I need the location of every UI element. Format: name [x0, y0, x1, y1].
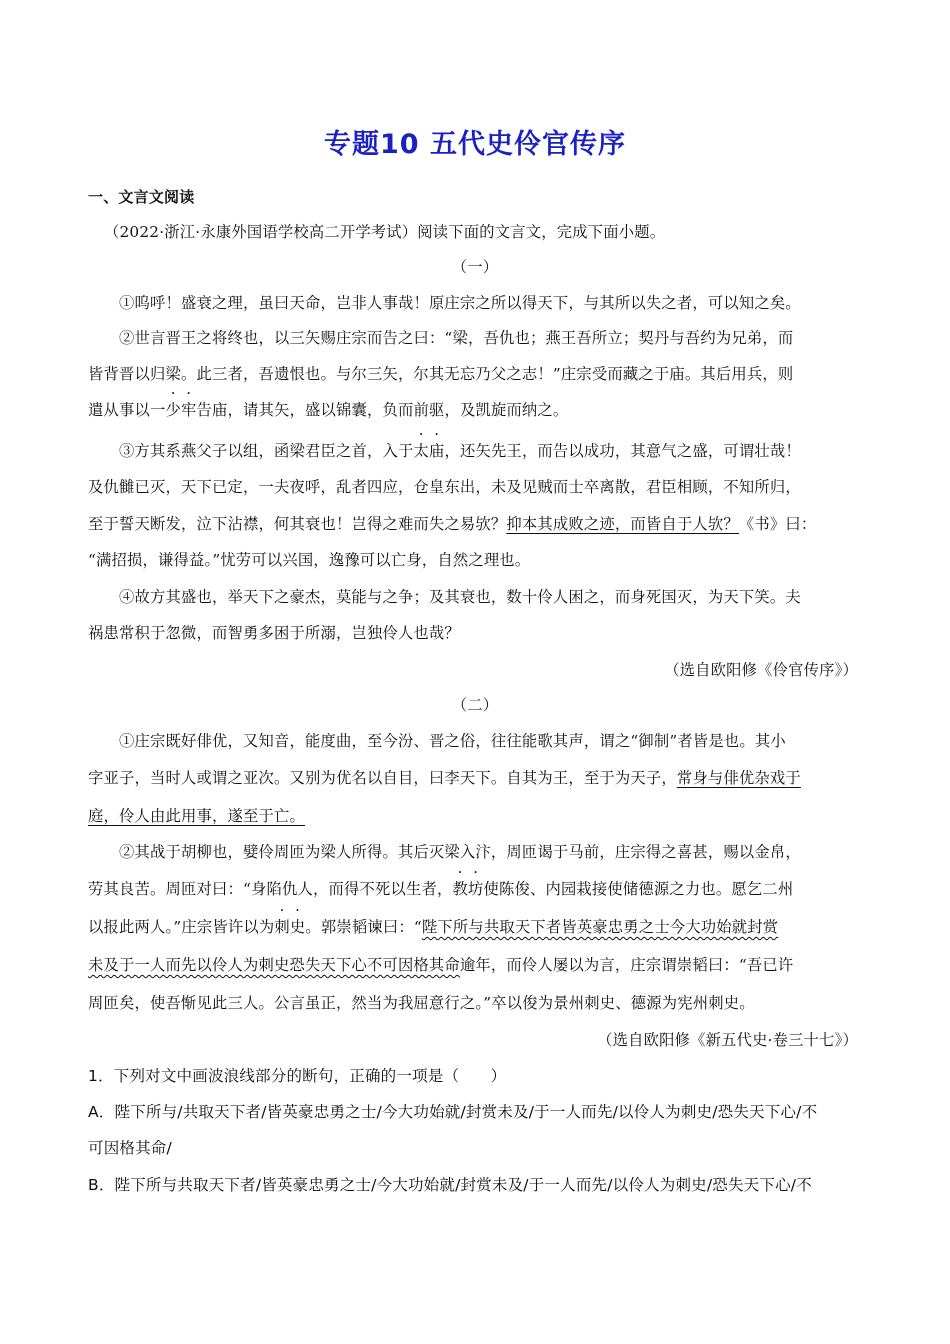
text-segment: ③方其系燕父子以组，函梁君臣之首，入于: [119, 442, 414, 460]
part1-heading: （一）: [451, 258, 499, 276]
text-segment: 遣从事以一: [88, 401, 166, 419]
question-1-stem: 1．下列对文中画波浪线部分的断句，正确的一项是（ ）: [88, 1067, 507, 1085]
dotted-char: 太: [413, 442, 429, 460]
text-segment: 字亚子，当时人或谓之亚次。又别为优名以自目，曰李天下。自其为王，至于为天子，: [88, 769, 677, 787]
part2-paragraph-1-line-2: [88, 768, 868, 788]
text-segment: 《书》曰：: [738, 515, 817, 533]
section-heading: 一、文言文阅读: [88, 188, 195, 206]
part1-paragraph-4-line-2: 祸患常积于忽微，而智勇多困于所溺，岂独伶人也哉？: [88, 624, 460, 642]
question-1-option-a: A．陛下所与/共取天下者/皆英豪忠勇之士/今大功始就/封赏未及/于一人而先/以伶人为刺史/恐失天下心/不: [88, 1103, 818, 1121]
text-segment: 使陈俊、内园栽接使储德源之力也。愿乞二州: [483, 880, 794, 898]
part2-paragraph-2-line-3: [88, 917, 868, 937]
dotted-char: 庙: [428, 442, 445, 460]
part2-paragraph-2-line-4: [88, 955, 868, 975]
text-segment: 。郭崇韬谏曰：“: [305, 918, 422, 936]
part2-paragraph-1-line-1: ①庄宗既好俳优，又知音，能度曲，至今汾、晋之俗，往往能歌其声，谓之“御制”者皆是也。其小: [119, 732, 786, 750]
question-1-option-a-cont: 可因格其命/: [88, 1139, 172, 1157]
dotted-char: 坊: [467, 880, 484, 898]
text-segment: 以报此两人。”庄宗皆许以为: [88, 918, 275, 936]
dotted-char: 史: [289, 918, 306, 936]
part2-paragraph-2-line-5: 周匝矣，使吾惭见此三人。公言虽正，然当为我屈意行之。”卒以俊为景州刺史、德源为宪州刺史。: [88, 994, 755, 1012]
part1-paragraph-2-line-3: [88, 400, 868, 420]
underlined-sentence: 庭，伶人由此用事，遂至于亡。: [88, 807, 305, 825]
text-segment: ，还矢先王，而告以成功，其意气之盛，可谓壮哉！: [444, 442, 801, 460]
text-segment: 至于誓天断发，泣下沾襟，何其衰也！岂得之难而失之易欤？: [88, 515, 507, 533]
part2-paragraph-1-line-3: [88, 806, 868, 826]
dotted-char: 少: [165, 401, 181, 419]
text-segment: 告庙，请其矢，盛以锦囊，负而前驱，及凯旋而纳之。: [196, 401, 569, 419]
part1-paragraph-3-line-3: [88, 514, 868, 534]
dotted-char: 牢: [181, 401, 197, 419]
source-intro: （2022·浙江·永康外国语学校高二开学考试）阅读下面的文言文，完成下面小题。: [104, 223, 666, 241]
wavy-underlined-passage: 陛下所与共取天下者皆英豪忠勇之士今大功始就封赏: [421, 918, 779, 936]
part2-source: （选自欧阳修《新五代史·卷三十七》）: [597, 1031, 858, 1049]
part1-paragraph-2-line-2: 皆背晋以归梁。此三者，吾遗恨也。与尔三矢，尔其无忘乃父之志！”庄宗受而藏之于庙。其后用兵，则: [88, 365, 794, 383]
dotted-char: 教: [452, 880, 468, 898]
text-segment: 劳其良苦。周匝对曰：“身陷仇人，而得不死以生者，: [88, 880, 453, 898]
part2-paragraph-2-line-1: ②其战于胡柳也，嬖伶周匝为梁人所得。其后灭梁入汴，周匝谒于马前，庄宗得之喜甚，赐以金帛，: [119, 843, 801, 861]
part2-heading: （二）: [451, 696, 499, 714]
part1-paragraph-3-line-4: “满招损，谦得益。”忧劳可以兴国，逸豫可以亡身，自然之理也。: [88, 551, 531, 569]
part1-paragraph-4-line-1: ④故方其盛也，举天下之豪杰，莫能与之争；及其衰也，数十伶人困之，而身死国灭，为天下笑。夫: [119, 588, 801, 606]
text-segment: 逾年，而伶人屡以为言，庄宗谓崇韬曰：“吾已许: [459, 956, 794, 974]
question-1-option-b: B．陛下所与共取天下者/皆英豪忠勇之士/今大功始就/封赏未及/于一人而先/以伶人为刺史/恐失天下心/不: [88, 1176, 812, 1194]
dotted-char: 刺: [274, 918, 290, 936]
part2-paragraph-2-line-2: [88, 879, 868, 899]
part1-source: （选自欧阳修《伶官传序》）: [664, 661, 858, 679]
part1-paragraph-3-line-2: 及仇雠已灭，天下已定，一夫夜呼，乱者四应，仓皇东出，未及见贼而士卒离散，君臣相顾，不知所归，: [88, 478, 801, 496]
page-title: 专题10 五代史伶官传序: [324, 129, 626, 160]
part1-paragraph-1: ①呜呼！盛衰之理，虽曰天命，岂非人事哉！原庄宗之所以得天下，与其所以失之者，可以知之矣。: [119, 294, 801, 312]
underlined-sentence: 常身与俳优杂戏于: [676, 769, 801, 787]
part1-paragraph-3-line-1: [119, 441, 899, 461]
underlined-sentence: 抑本其成败之迹，而皆自于人欤？: [506, 515, 739, 533]
part1-paragraph-2-line-1: ②世言晋王之将终也，以三矢赐庄宗而告之曰：“梁，吾仇也；燕王吾所立；契丹与吾约为兄弟，而: [119, 329, 794, 347]
wavy-underlined-passage: 未及于一人而先以伶人为刺史恐失天下心不可因格其命: [88, 956, 460, 974]
